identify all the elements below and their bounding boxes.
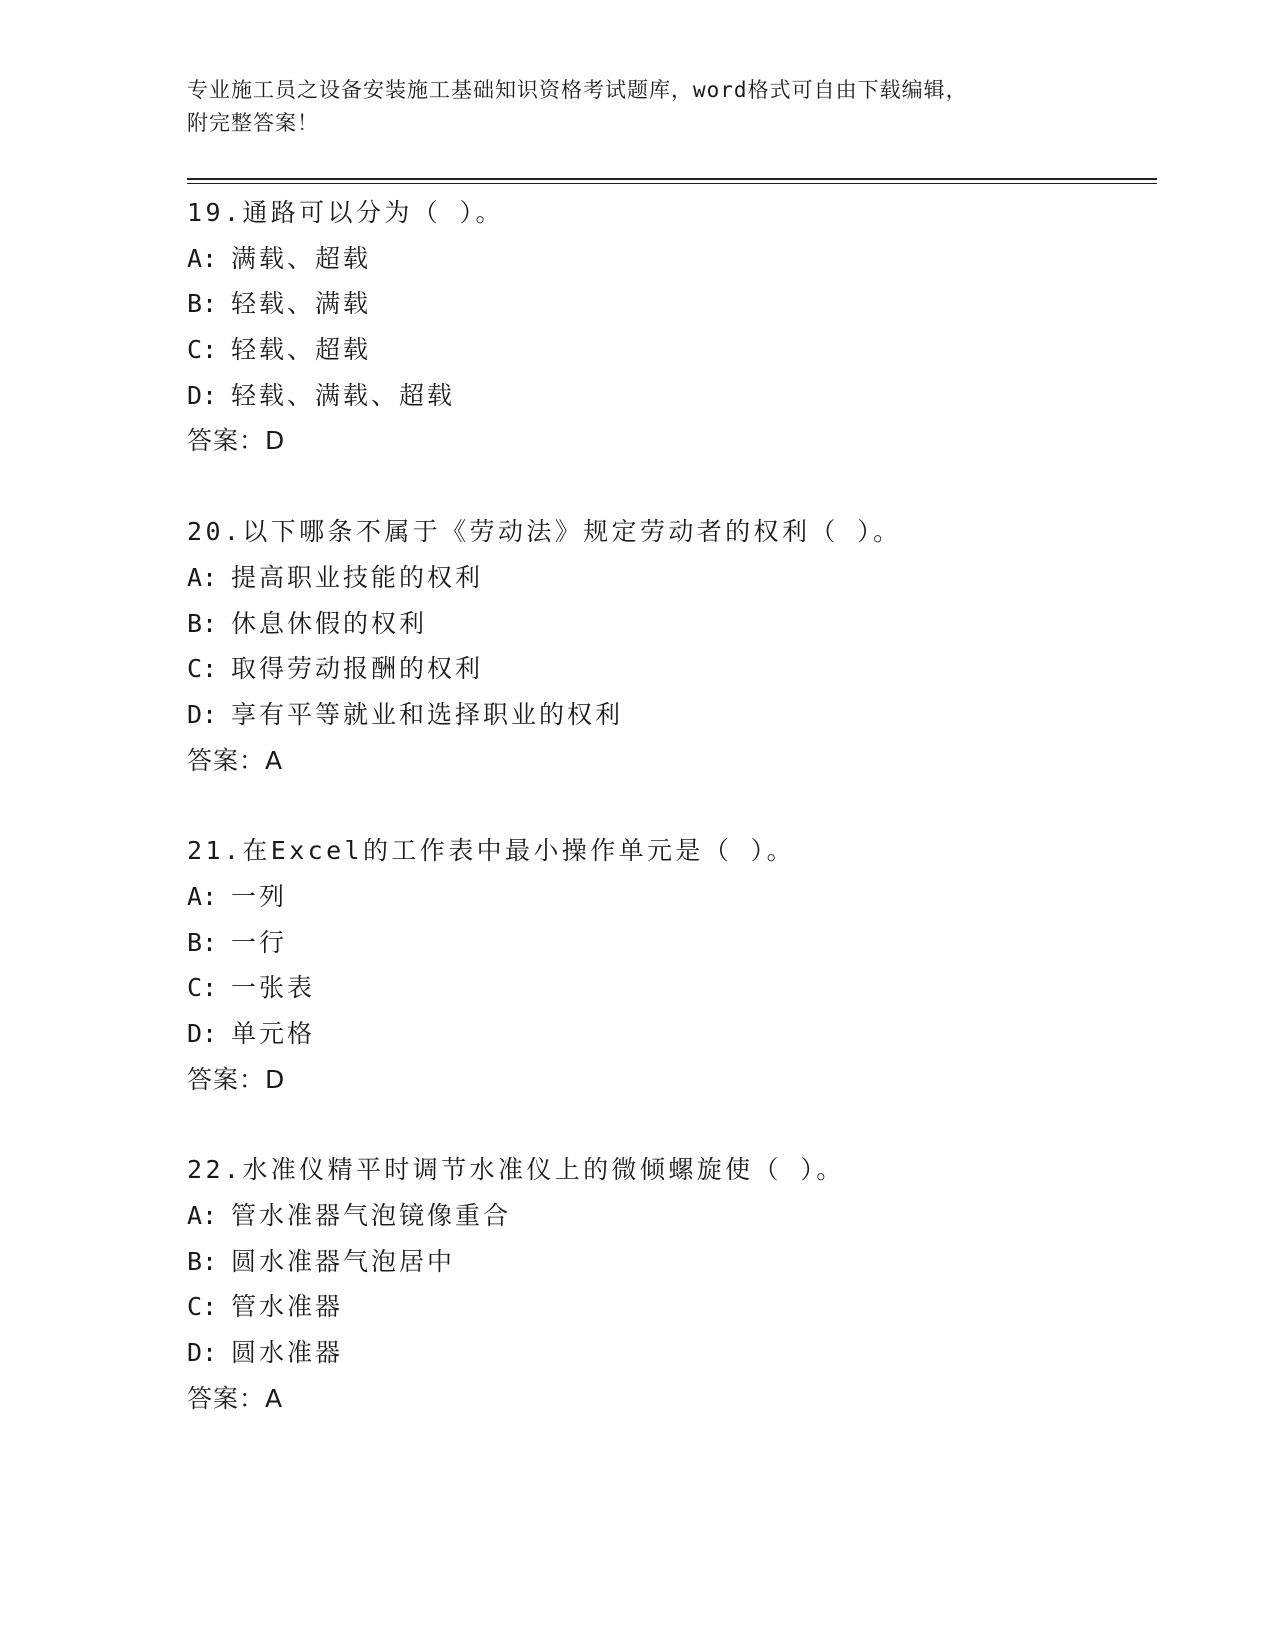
option-text: 管水准器气泡镜像重合 [231,1201,512,1231]
option-text: 享有平等就业和选择职业的权利 [231,699,624,729]
question-list [187,190,1157,1467]
option-text: 圆水准器 [231,1338,344,1368]
question-title: 21.在Excel的工作表中最小操作单元是（ ）。 [187,836,795,866]
question-21 [187,828,1157,1102]
answer-line: 答案：A [187,1383,284,1413]
option-text: 轻载、超载 [231,335,372,365]
header-line-1: 专业施工员之设备安装施工基础知识资格考试题库，word格式可自由下载编辑， [187,78,968,102]
question-19 [187,190,1157,464]
option-text: 管水准器 [231,1292,344,1322]
document-header [187,74,1107,140]
option-a [187,555,1157,601]
option-letter: B: [187,927,218,957]
option-b [187,920,1157,966]
option-letter: C: [187,1292,218,1322]
option-d [187,692,1157,738]
answer-line: 答案：D [187,426,286,456]
option-letter: C: [187,654,218,684]
question-title: 19.通路可以分为（ ）。 [187,198,504,227]
option-letter: D: [187,380,218,410]
option-letter: C: [187,973,218,1003]
option-letter: B: [187,608,218,638]
option-d [187,373,1157,419]
option-letter: B: [187,1246,218,1276]
option-text: 一行 [231,927,288,957]
option-letter: C: [187,335,218,365]
option-letter: A: [187,881,218,911]
option-text: 一张表 [231,973,316,1003]
option-text: 满载、超载 [231,243,372,273]
option-b [187,1239,1157,1285]
option-c [187,327,1157,373]
question-title: 20.以下哪条不属于《劳动法》规定劳动者的权利（ ）。 [187,517,902,547]
option-d [187,1330,1157,1376]
answer-line: 答案：D [187,1064,286,1094]
option-a [187,236,1157,282]
answer-line: 答案：A [187,745,284,775]
option-letter: D: [187,1338,218,1368]
option-d [187,1011,1157,1057]
option-text: 休息休假的权利 [231,608,428,638]
option-a [187,874,1157,920]
header-divider-thin [187,183,1157,184]
question-20 [187,509,1157,783]
option-c [187,1284,1157,1330]
header-divider-thick [187,178,1157,180]
question-22 [187,1147,1157,1421]
option-text: 单元格 [231,1019,316,1048]
option-b [187,601,1157,647]
option-letter: A: [187,562,218,592]
question-title: 22.水准仪精平时调节水准仪上的微倾螺旋使（ ）。 [187,1155,845,1185]
option-text: 提高职业技能的权利 [231,562,484,592]
option-letter: D: [187,1019,218,1048]
option-text: 取得劳动报酬的权利 [231,654,484,684]
option-text: 轻载、满载、超载 [231,380,456,410]
option-letter: A: [187,243,218,273]
option-b [187,281,1157,327]
option-c [187,646,1157,692]
option-letter: B: [187,289,218,319]
option-text: 轻载、满载 [231,289,372,319]
option-text: 一列 [231,881,288,911]
option-text: 圆水准器气泡居中 [231,1246,456,1276]
option-letter: D: [187,699,218,729]
option-letter: A: [187,1201,218,1231]
header-line-2: 附完整答案！ [187,111,319,135]
option-a [187,1193,1157,1239]
option-c [187,965,1157,1011]
